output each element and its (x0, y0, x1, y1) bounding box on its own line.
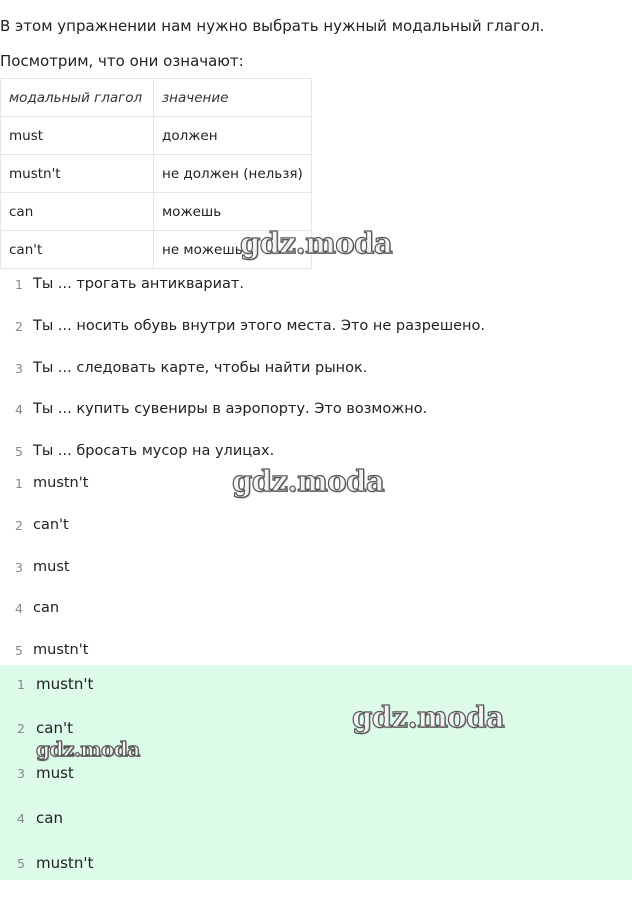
list-item-number: 5 (17, 855, 25, 871)
list-item-number: 5 (15, 642, 23, 658)
list-item-number: 1 (15, 475, 23, 491)
list-item-text: mustn't (33, 475, 89, 491)
list-item-number: 3 (17, 765, 25, 781)
list-item (0, 358, 367, 378)
list-item-number: 4 (17, 810, 25, 826)
table-cell: не можешь (154, 231, 312, 269)
list-item (0, 598, 59, 618)
list-item-text: can't (36, 719, 73, 737)
list-item-text: Ты ... следовать карте, чтобы найти рынок. (33, 360, 368, 376)
list-item (0, 557, 70, 577)
list-item-number: 3 (15, 360, 23, 376)
table-cell: must (1, 117, 154, 155)
list-item-text: Ты ... бросать мусор на улицах. (33, 443, 275, 459)
list-item (0, 515, 69, 535)
table-header-cell: модальный глагол (1, 79, 154, 117)
list-item-text: Ты ... купить сувениры в аэропорту. Это возможно. (33, 401, 428, 417)
table-header-cell: значение (154, 79, 312, 117)
list-item-text: mustn't (36, 675, 94, 693)
list-item (0, 274, 244, 294)
watermark: gdz.moda (36, 737, 140, 761)
list-item-number: 3 (15, 559, 23, 575)
watermark: gdz.moda (240, 226, 393, 260)
table-cell: mustn't (1, 155, 154, 193)
list-item (0, 316, 485, 336)
list-item-text: can (33, 600, 60, 616)
list-item-text: Ты ... носить обувь внутри этого места. Это не разрешено. (33, 318, 485, 334)
intro-subtext: Посмотрим, что они означают: (0, 52, 244, 70)
list-item-number: 2 (15, 318, 23, 334)
table-cell: не должен (нельзя) (154, 155, 312, 193)
list-item-text: must (36, 764, 74, 782)
list-item (0, 473, 88, 493)
intro-text: В этом упражнении нам нужно выбрать нужный модальный глагол. (0, 17, 545, 35)
table-cell: can (1, 193, 154, 231)
list-item-number: 4 (15, 600, 23, 616)
list-item-text: can (36, 809, 63, 827)
list-item (0, 640, 88, 660)
table-cell: должен (154, 117, 312, 155)
watermark: gdz.moda (352, 700, 505, 734)
table-cell: можешь (154, 193, 312, 231)
table-row (1, 117, 312, 155)
list-item-text: mustn't (33, 642, 89, 658)
table-row (1, 193, 312, 231)
list-item-number: 1 (15, 276, 23, 292)
list-item-number: 5 (15, 443, 23, 459)
table-row (1, 155, 312, 193)
list-item (0, 718, 73, 738)
watermark: gdz.moda (232, 464, 385, 498)
list-item-text: mustn't (36, 854, 94, 872)
list-item (0, 808, 63, 828)
list-item (0, 763, 74, 783)
list-item (0, 399, 427, 419)
list-item (0, 441, 274, 461)
list-item-text: Ты ... трогать антиквариат. (33, 276, 244, 292)
table-cell: can't (1, 231, 154, 269)
list-item-text: must (33, 559, 70, 575)
list-item-number: 4 (15, 401, 23, 417)
list-item-number: 2 (17, 720, 25, 736)
table-header-row (1, 79, 312, 117)
list-item-text: can't (33, 517, 69, 533)
list-item (0, 853, 93, 873)
list-item-number: 1 (17, 676, 25, 692)
list-item-number: 2 (15, 517, 23, 533)
answer-panel (0, 665, 632, 880)
list-item (0, 674, 93, 694)
